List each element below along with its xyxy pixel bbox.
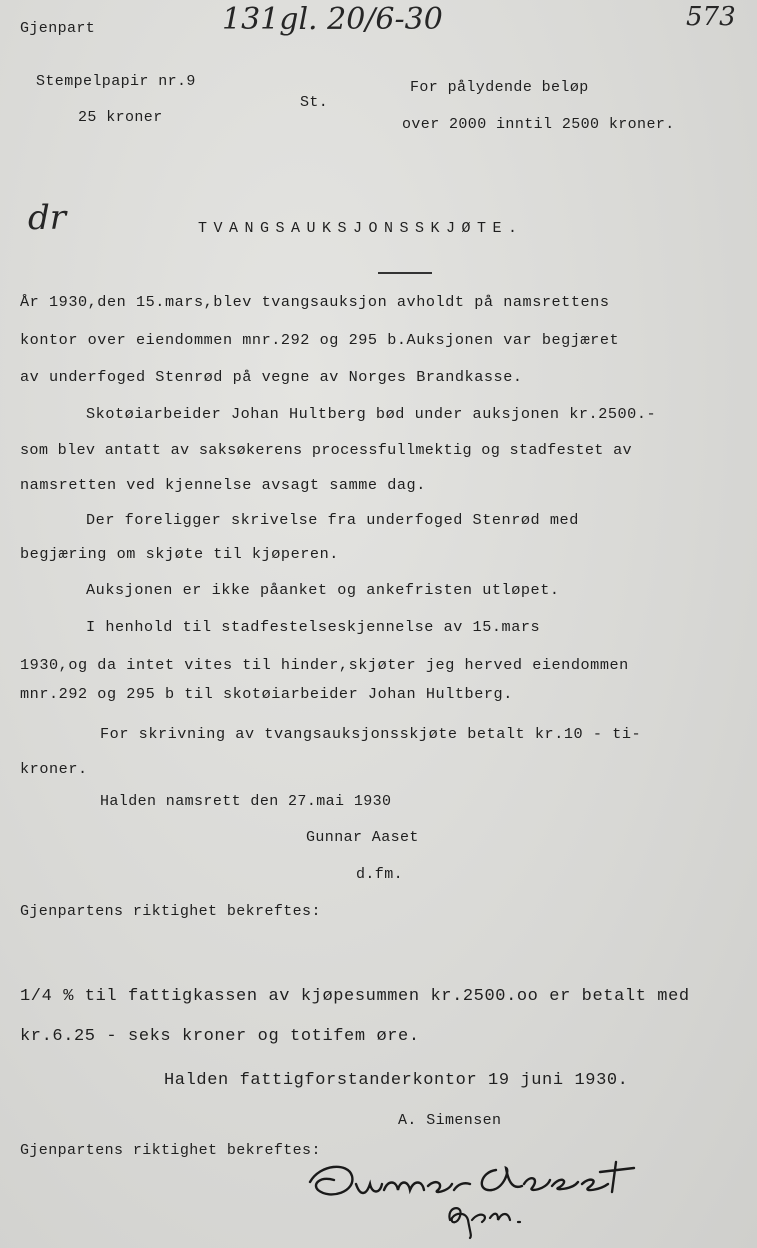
archive-reference-handwritten: 131gl. 20/6-30 — [222, 2, 443, 37]
body-line-11: 1930,og da intet vites til hinder,skjøter jeg herved eiendommen — [20, 656, 629, 674]
stamp-value-line2: over 2000 inntil 2500 kroner. — [402, 116, 675, 133]
certification-2: Gjenpartens riktighet bekreftes: — [20, 1142, 321, 1159]
body-line-1: År 1930,den 15.mars,blev tvangsauksjon avholdt på namsrettens — [20, 293, 610, 311]
court-place-date: Halden namsrett den 27.mai 1930 — [100, 793, 392, 810]
poor-fund-place-date: Halden fattigforstanderkontor 19 juni 1930. — [164, 1071, 629, 1090]
margin-mark-handwritten: dr — [28, 198, 67, 238]
court-signer-name: Gunnar Aaset — [306, 829, 419, 846]
body-line-9: Auksjonen er ikke påanket og ankefristen utløpet. — [86, 581, 560, 599]
copy-label: Gjenpart — [20, 20, 96, 37]
body-line-6: namsretten ved kjennelse avsagt samme dag. — [20, 476, 426, 494]
body-line-2: kontor over eiendommen mnr.292 og 295 b.Auksjonen var begjæret — [20, 331, 620, 349]
body-line-10: I henhold til stadfestelseskjennelse av 15.mars — [86, 618, 541, 636]
body-line-4: Skotøiarbeider Johan Hultberg bød under auksjonen kr.2500.- — [86, 405, 657, 423]
poor-fund-line-2: kr.6.25 - seks kroner og totifem øre. — [20, 1027, 420, 1046]
poor-fund-signer: A. Simensen — [398, 1112, 502, 1129]
body-line-8: begjæring om skjøte til kjøperen. — [20, 545, 339, 563]
title-underline — [378, 272, 432, 274]
body-line-13: For skrivning av tvangsauksjonsskjøte betalt kr.10 - ti- — [100, 725, 642, 743]
body-line-7: Der foreligger skrivelse fra underfoged Stenrød med — [86, 511, 579, 529]
stamp-value-line1: For pålydende beløp — [410, 79, 589, 96]
body-line-3: av underfoged Stenrød på vegne av Norges Brandkasse. — [20, 368, 523, 386]
page-number-handwritten: 573 — [686, 2, 736, 32]
body-line-5: som blev antatt av saksøkerens processfullmektig og stadfestet av — [20, 441, 632, 459]
document-title: TVANGSAUKSJONSSKJØTE. — [198, 220, 524, 237]
body-line-12: mnr.292 og 295 b til skotøiarbeider Johan Hultberg. — [20, 685, 513, 703]
certification-1: Gjenpartens riktighet bekreftes: — [20, 903, 321, 920]
stamp-amount: 25 kroner — [78, 109, 163, 126]
stamp-paper-label: Stempelpapir nr.9 — [36, 73, 196, 90]
poor-fund-line-1: 1/4 % til fattigkassen av kjøpesummen kr.2500.oo er betalt med — [20, 987, 690, 1006]
court-signer-title: d.fm. — [356, 866, 404, 883]
body-line-14: kroner. — [20, 760, 88, 778]
stamp-st: St. — [300, 94, 329, 111]
handwritten-signature — [300, 1150, 650, 1240]
